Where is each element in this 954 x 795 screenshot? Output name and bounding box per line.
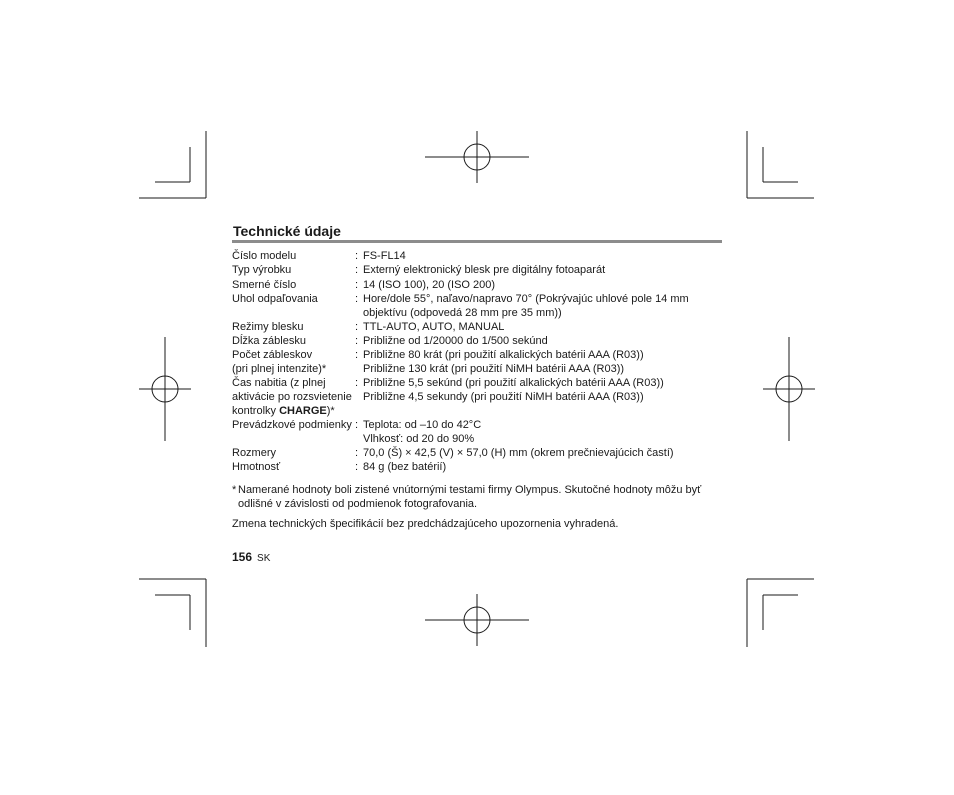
spec-row-flash-modes <box>232 321 722 335</box>
spec-colon: : <box>355 447 359 460</box>
spec-label: Hmotnosť <box>232 461 281 474</box>
spec-row-product-type <box>232 264 722 278</box>
spec-label: Dĺžka záblesku <box>232 335 306 348</box>
spec-value: Hore/dole 55°, naľavo/napravo 70° (Pokrývajúc uhlové pole 14 mm objektívu (odpovedá 28 mm pre 35 mm)) <box>363 292 689 319</box>
spec-row-guide-number <box>232 279 722 293</box>
spec-row-dimensions <box>232 447 722 461</box>
spec-value: FS-FL14 <box>363 250 406 262</box>
spec-colon: : <box>355 335 359 348</box>
spec-row-weight <box>232 461 722 475</box>
spec-value: Približne 5,5 sekúnd (pri použití alkalických batérii AAA (R03)) Približne 4,5 sekundy (pri použití NiMH batérii AAA (R03)) <box>363 377 664 404</box>
footnote-asterisk: * <box>232 484 237 497</box>
spec-value: Teplota: od –10 do 42°C Vlhkosť: od 20 do 90% <box>363 419 482 445</box>
spec-label: Uhol odpaľovania <box>232 292 318 305</box>
spec-value: Približne 80 krát (pri použití alkalických batérii AAA (R03)) Približne 130 krát (pri použití NiMH batérii AAA (R03)) <box>363 349 644 376</box>
language-code: SK <box>257 553 271 564</box>
footnote <box>232 484 722 511</box>
spec-value: TTL-AUTO, AUTO, MANUAL <box>363 320 505 333</box>
spec-colon: : <box>355 292 359 305</box>
spec-value: Približne od 1/20000 do 1/500 sekúnd <box>363 335 548 348</box>
spec-colon: : <box>355 349 359 362</box>
spec-value: 70,0 (Š) × 42,5 (V) × 57,0 (H) mm (okrem prečnievajúcich častí) <box>363 447 674 460</box>
spec-row-model <box>232 250 722 264</box>
spec-label: Typ výrobku <box>232 264 292 277</box>
change-notice: Zmena technických špecifikácií bez predchádzajúceho upozornenia vyhradená. <box>232 517 619 530</box>
spec-table <box>232 250 722 475</box>
page-title: Technické údaje <box>233 223 341 239</box>
spec-label: Rozmery <box>232 447 277 460</box>
spec-colon: : <box>355 278 359 291</box>
spec-label: Počet zábleskov (pri plnej intenzite)* <box>232 349 327 376</box>
spec-colon: : <box>355 461 359 474</box>
spec-row-recycle-time <box>232 377 722 418</box>
page-footer <box>232 550 270 564</box>
spec-row-operating-conditions <box>232 419 722 446</box>
page-number: 156 <box>232 550 253 564</box>
spec-row-flash-duration <box>232 335 722 349</box>
spec-label: Čas nabitia (z plnej aktivácie po rozsvietenie kontrolky CHARGE)* <box>232 377 352 417</box>
spec-label: Režimy blesku <box>232 320 304 333</box>
spec-label: Číslo modelu <box>232 250 297 262</box>
spec-label: Prevádzkové podmienky <box>232 419 352 432</box>
spec-row-firing-angle <box>232 293 722 320</box>
spec-section <box>232 222 722 531</box>
spec-colon: : <box>355 250 359 262</box>
footnote-text: Namerané hodnoty boli zistené vnútornými testami firmy Olympus. Skutočné hodnoty môžu byť odlišné v závislosti od podmienok fotografovania. <box>238 484 702 510</box>
spec-row-flash-count <box>232 349 722 376</box>
spec-label: Smerné číslo <box>232 278 297 291</box>
spec-value: Externý elektronický blesk pre digitálny fotoaparát <box>363 264 606 277</box>
spec-colon: : <box>355 419 359 432</box>
spec-colon: : <box>355 264 359 277</box>
spec-value: 84 g (bez batérií) <box>363 461 447 474</box>
spec-colon: : <box>355 377 359 390</box>
charge-lamp-label: CHARGE <box>279 404 327 417</box>
spec-colon: : <box>355 320 359 333</box>
title-underline <box>232 240 722 243</box>
spec-value: 14 (ISO 100), 20 (ISO 200) <box>363 278 496 291</box>
